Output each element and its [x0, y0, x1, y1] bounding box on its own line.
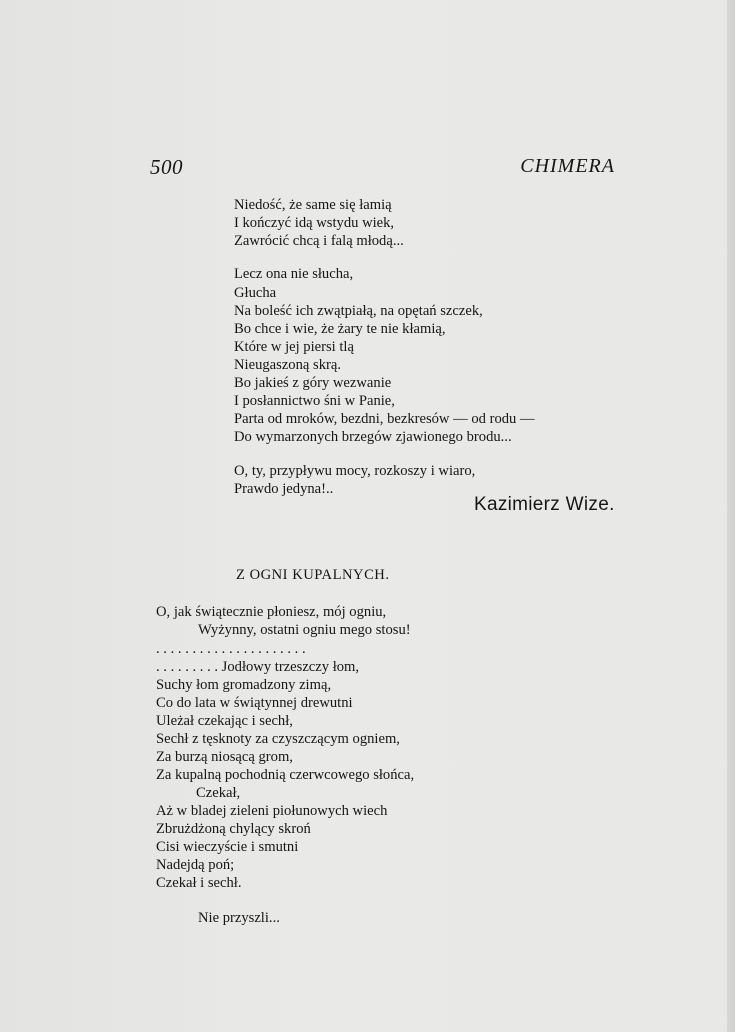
running-title: CHIMERA [520, 155, 615, 177]
poem-line: Prawdo jedyna!.. [234, 481, 334, 497]
poem-line: Zbrużdżoną chylący skroń [156, 821, 311, 837]
poem-line: O, ty, przypływu mocy, rozkoszy i wiaro, [234, 463, 476, 479]
poem-line: Nadejdą poń; [156, 857, 235, 873]
poem-line: Bo chce i wie, że żary te nie kłamią, [234, 321, 446, 337]
poem-line: Głucha [234, 285, 277, 301]
page-edge-shadow [727, 0, 735, 1032]
poem-line: Czekał i sechł. [156, 875, 242, 891]
author-signature: Kazimierz Wize. [474, 494, 615, 515]
poem-line: Nie przyszli... [198, 910, 280, 926]
poem-title: Z OGNI KUPALNYCH. [236, 567, 390, 583]
poem-line: Za kupalną pochodnią czerwcowego słońca, [156, 767, 415, 783]
poem-line: Uleżał czekając i sechł, [156, 713, 293, 729]
poem-line: Wyżynny, ostatni ogniu mego stosu! [198, 622, 411, 638]
poem-line: . . . . . . . . . Jodłowy trzeszczy łom, [156, 659, 360, 675]
poem-line: Czekał, [196, 785, 241, 801]
ellipsis-line: . . . . . . . . . . . . . . . . . . . . . [156, 641, 306, 657]
poem-line: Które w jej piersi tlą [234, 339, 354, 355]
poem-line: Nieugaszoną skrą. [234, 357, 341, 373]
poem-line: Sechł z tęsknoty za czyszczącym ogniem, [156, 731, 400, 747]
poem-line: Do wymarzonych brzegów zjawionego brodu... [234, 429, 512, 445]
poem-line: Na boleść ich zwątpiałą, na opętań szczek, [234, 303, 483, 319]
poem-line: Co do lata w świątynnej drewutni [156, 695, 353, 711]
page-number: 500 [150, 155, 183, 179]
poem-line: I kończyć idą wstydu wiek, [234, 215, 395, 231]
poem-line: Za burzą niosącą grom, [156, 749, 293, 765]
poem-line: O, jak świątecznie płoniesz, mój ogniu, [156, 604, 387, 620]
poem-line: Bo jakieś z góry wezwanie [234, 375, 392, 391]
poem-line: Cisi wieczyście i smutni [156, 839, 299, 855]
poem-line: Suchy łom gromadzony zimą, [156, 677, 332, 693]
poem-line: Lecz ona nie słucha, [234, 266, 354, 282]
poem-line: Niedość, że same się łamią [234, 197, 392, 213]
poem-line: Zawrócić chcą i falą młodą... [234, 233, 404, 249]
poem-line: Aż w bladej zieleni piołunowych wiech [156, 803, 388, 819]
poem-line: I posłannictwo śni w Panie, [234, 393, 395, 409]
poem-line: Parta od mroków, bezdni, bezkresów — od rodu — [234, 411, 535, 427]
